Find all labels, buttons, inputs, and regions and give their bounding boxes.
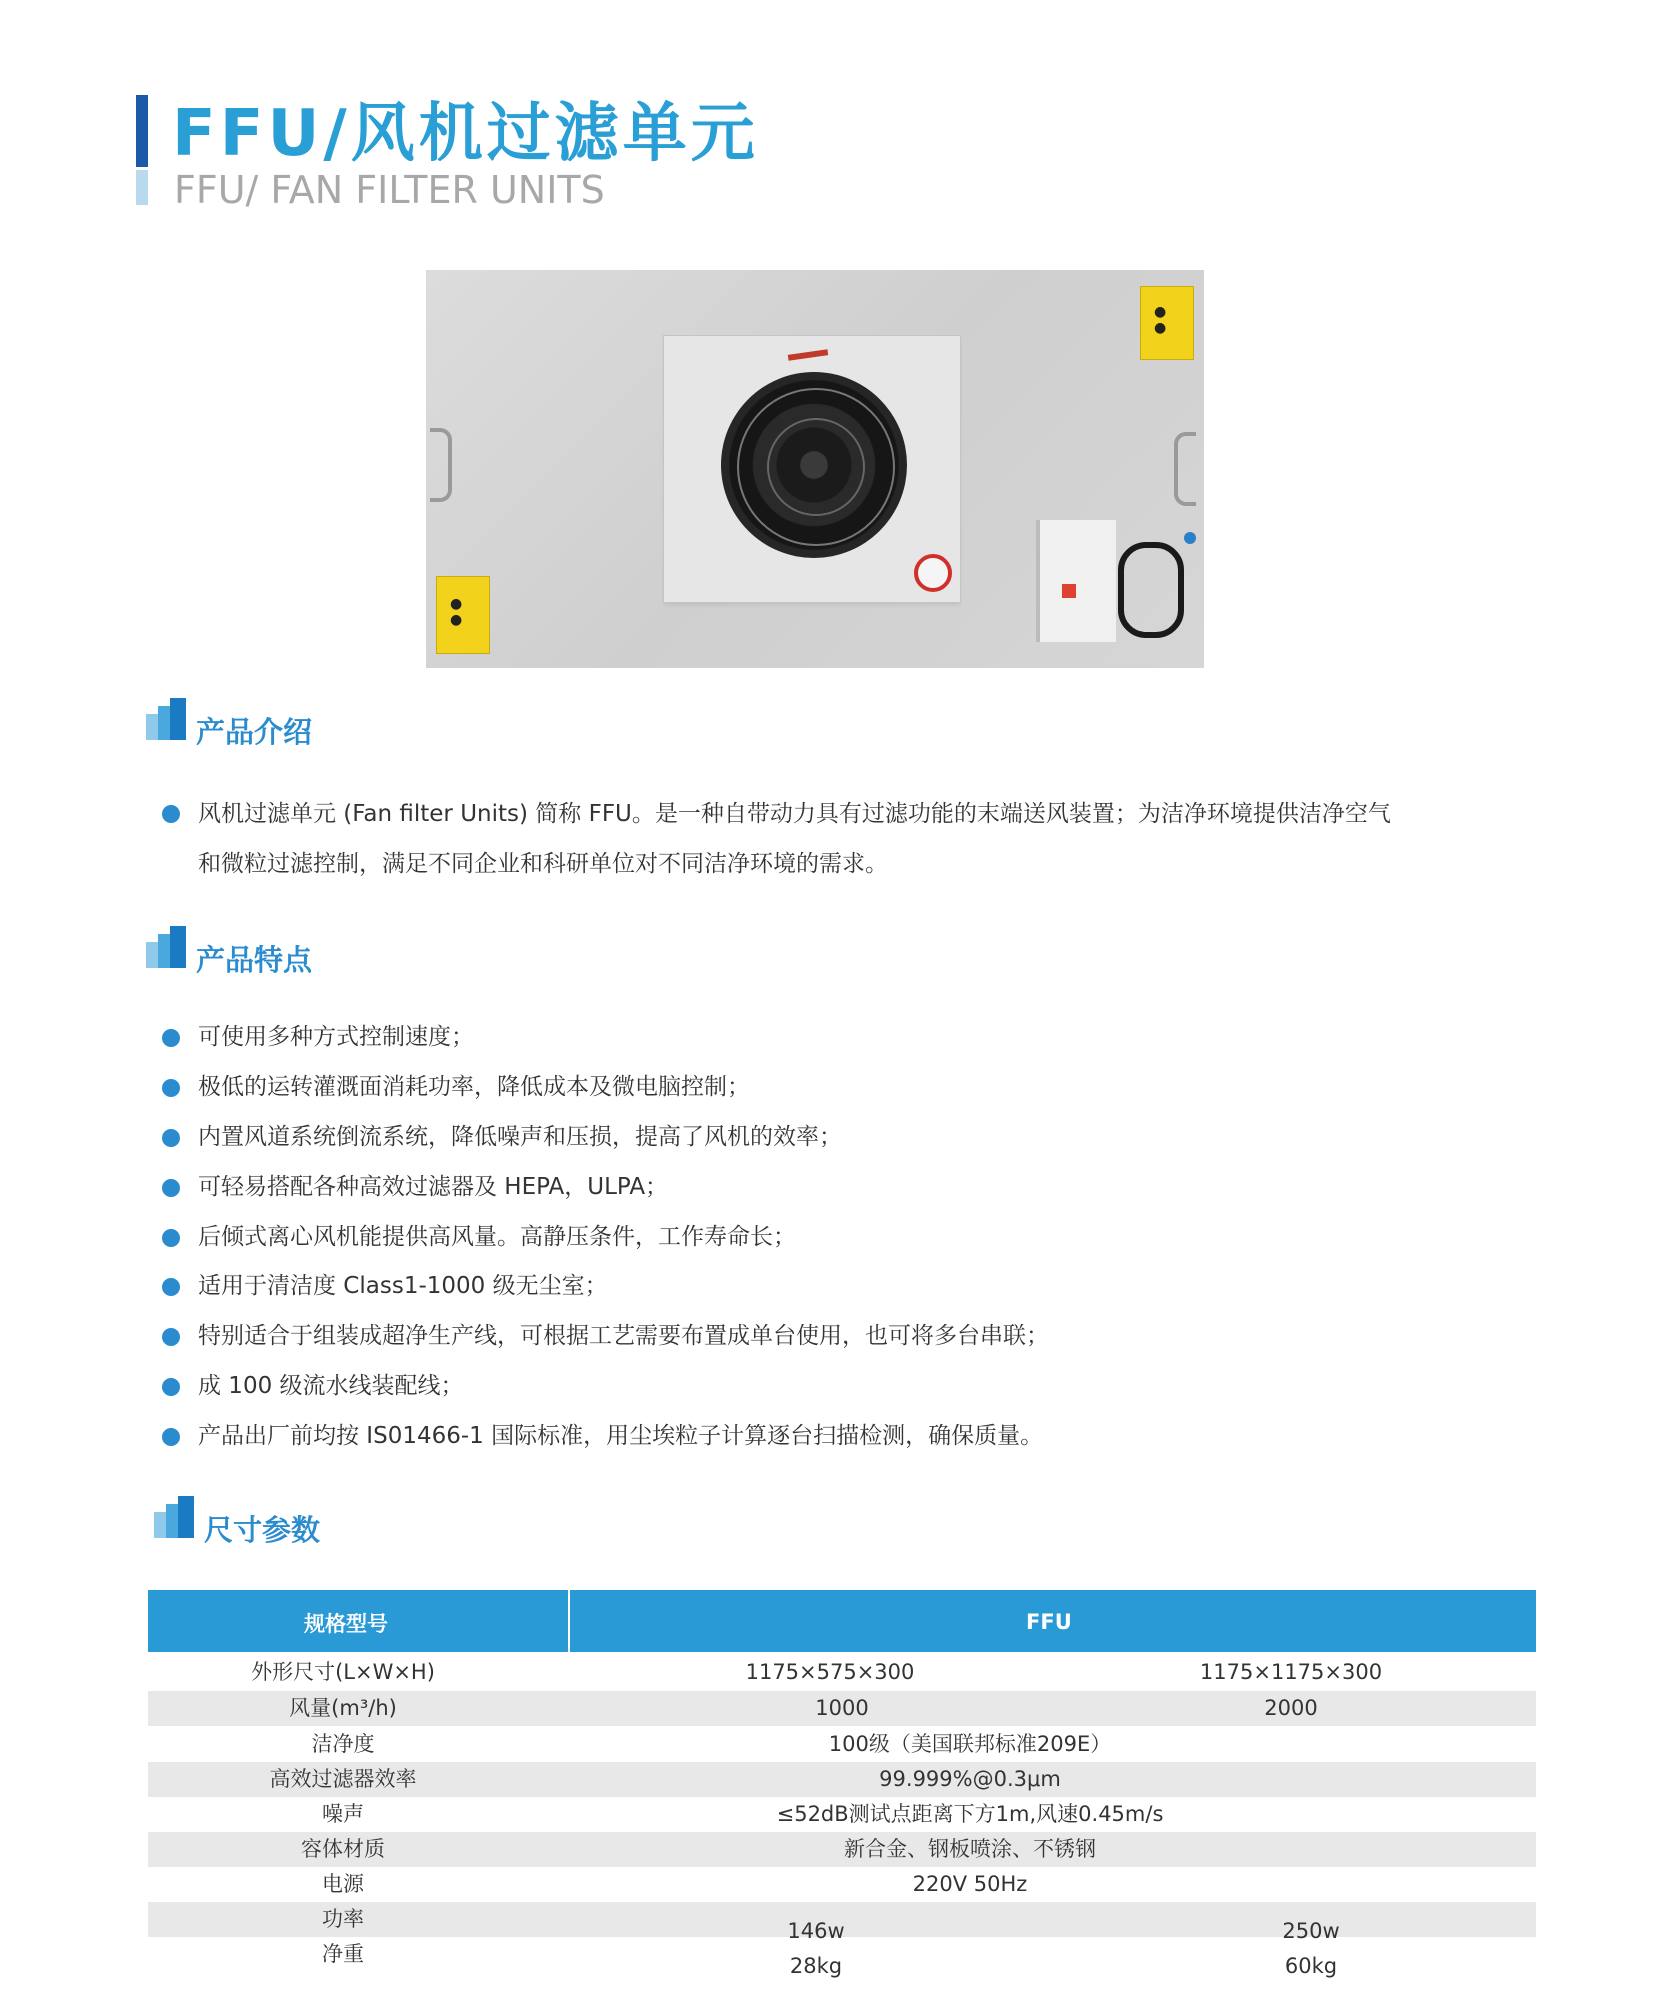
- bullet-icon: [162, 1129, 180, 1147]
- power-cable: [1118, 542, 1184, 638]
- fan-panel: [664, 336, 960, 602]
- control-box: [1040, 520, 1116, 642]
- value-a: 1000: [815, 1696, 869, 1720]
- feature-item: 特别适合于组装成超净生产线，可根据工艺需要布置成单台使用，也可将多台串联；: [198, 1323, 1049, 1349]
- footprint-sticker-icon: ● ●: [1140, 286, 1194, 360]
- feature-item: 适用于清洁度 Class1-1000 级无尘室；: [198, 1273, 608, 1299]
- table-row: [148, 1832, 1536, 1867]
- section-icon: [154, 1496, 194, 1538]
- bullet-icon: [162, 805, 180, 823]
- table-header: [148, 1590, 1536, 1652]
- feature-item: 内置风道系统倒流系统，降低噪声和压损，提高了风机的效率；: [198, 1124, 842, 1150]
- value-a: 28kg: [789, 1954, 843, 1978]
- section-title-intro: 产品介绍: [196, 715, 313, 749]
- row-label: 净重: [322, 1942, 364, 1966]
- value-merged: 100级（美国联邦标准209E）: [828, 1732, 1112, 1756]
- left-handle: [430, 428, 452, 502]
- value-merged: 220V 50Hz: [912, 1872, 1028, 1896]
- label-dot-icon: [1184, 532, 1196, 544]
- page-title: FFU/风机过滤单元: [172, 97, 759, 171]
- header-model: 规格型号: [304, 1612, 388, 1636]
- row-label: 洁净度: [311, 1732, 375, 1756]
- bullet-icon: [162, 1378, 180, 1396]
- title-accent-bar-light: [136, 170, 148, 205]
- value-b: 250w: [1282, 1919, 1340, 1943]
- value-b: 2000: [1264, 1696, 1318, 1720]
- intro-text-line2: 和微粒过滤控制，满足不同企业和科研单位对不同洁净环境的需求。: [198, 851, 888, 877]
- row-label: 容体材质: [301, 1837, 385, 1861]
- table-row: [148, 1937, 1536, 1978]
- bullet-icon: [162, 1179, 180, 1197]
- row-label: 高效过滤器效率: [269, 1767, 417, 1791]
- header-divider: [568, 1590, 570, 1652]
- bullet-icon: [162, 1328, 180, 1346]
- footprint-sticker-icon: ● ●: [436, 576, 490, 654]
- section-title-specs: 尺寸参数: [204, 1513, 321, 1547]
- feature-item: 可使用多种方式控制速度；: [198, 1024, 474, 1050]
- value-merged: 99.999%@0.3μm: [879, 1767, 1061, 1791]
- header-ffu: FFU: [1026, 1610, 1072, 1634]
- value-merged: ≤52dB测试点距离下方1m,风速0.45m/s: [776, 1802, 1164, 1826]
- bullet-icon: [162, 1029, 180, 1047]
- value-b: 60kg: [1284, 1954, 1338, 1978]
- table-row: [148, 1727, 1536, 1762]
- row-label: 外形尺寸(L×W×H): [251, 1660, 435, 1684]
- value-merged: 新合金、钢板喷涂、不锈钢: [844, 1837, 1096, 1861]
- page-subtitle: FFU/ FAN FILTER UNITS: [174, 168, 605, 212]
- warning-sign-icon: [914, 554, 952, 592]
- section-title-features: 产品特点: [196, 943, 313, 977]
- value-a: 1175×575×300: [745, 1660, 915, 1684]
- bullet-icon: [162, 1278, 180, 1296]
- table-row: [148, 1691, 1536, 1726]
- table-row: [148, 1867, 1536, 1902]
- table-row: [148, 1762, 1536, 1797]
- value-a: 146w: [787, 1919, 845, 1943]
- feature-item: 极低的运转灌溉面消耗功率，降低成本及微电脑控制；: [198, 1074, 750, 1100]
- table-row: [148, 1655, 1536, 1690]
- product-photo: [426, 270, 1204, 668]
- feature-item: 可轻易搭配各种高效过滤器及 HEPA，ULPA；: [198, 1174, 669, 1200]
- fan-guard-inner: [767, 418, 865, 516]
- value-b: 1175×1175×300: [1199, 1660, 1383, 1684]
- row-label: 功率: [322, 1907, 364, 1931]
- right-handle: [1174, 432, 1196, 506]
- table-row: [148, 1902, 1536, 1943]
- title-accent-bar: [136, 95, 148, 167]
- table-row: [148, 1797, 1536, 1832]
- bullet-icon: [162, 1428, 180, 1446]
- row-label: 风量(m³/h): [289, 1696, 397, 1720]
- section-icon: [146, 698, 186, 740]
- section-icon: [146, 926, 186, 968]
- row-label: 电源: [322, 1872, 364, 1896]
- bullet-icon: [162, 1079, 180, 1097]
- feature-item: 产品出厂前均按 IS01466-1 国际标准，用尘埃粒子计算逐台扫描检测，确保质量。: [198, 1423, 1044, 1449]
- bullet-icon: [162, 1229, 180, 1247]
- feature-item: 后倾式离心风机能提供高风量。高静压条件，工作寿命长；: [198, 1224, 796, 1250]
- feature-item: 成 100 级流水线装配线；: [198, 1373, 464, 1399]
- intro-text-line1: 风机过滤单元 (Fan filter Units) 简称 FFU。是一种自带动力具有过滤功能的末端送风装置；为洁净环境提供洁净空气: [198, 801, 1391, 827]
- row-label: 噪声: [322, 1802, 364, 1826]
- airflow-arrow-icon: [788, 349, 828, 361]
- warning-label-icon: [1062, 584, 1076, 598]
